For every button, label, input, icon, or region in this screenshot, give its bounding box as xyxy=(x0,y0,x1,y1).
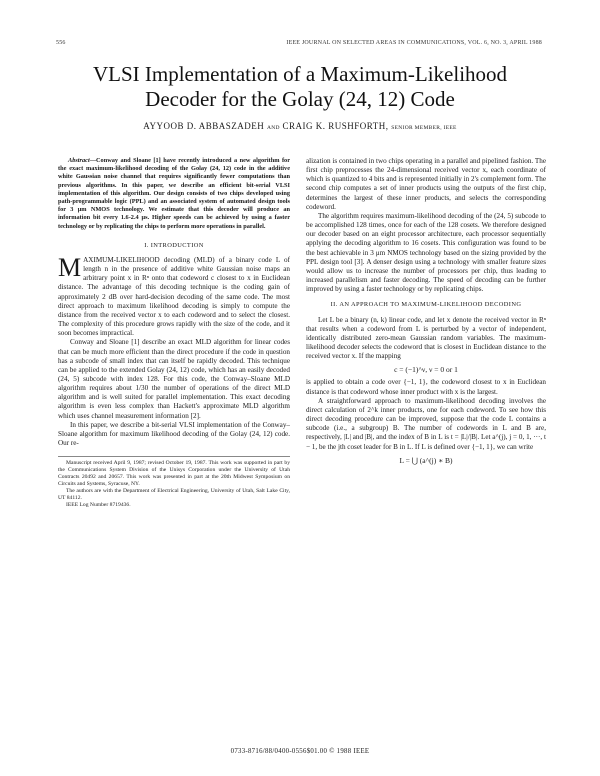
approach-paragraph-3: A straightforward approach to maximum-likelihood decoding involves the direct calculation of 2^k inner products, one for each codeword. To see how this direct decoding procedure can be improved, suppose that the code L contains a subcode (i.e., a subgroup) B. The number of codewords in L and B are, respectively, |L| and |B|, and the index of B in L is t = |L|/|B|. Let a^(j), j = 0, 1, ···, t − 1, be the jth coset leader for B in L. If L is defined over {−1, 1}, we can write xyxy=(306,396,546,451)
title-line-2: Decoder for the Golay (24, 12) Code xyxy=(145,87,455,111)
intro-paragraph-1-text: AXIMUM-LIKELIHOOD decoding (MLD) of a binary code L of length n in the presence of additive white Gaussian noise maps an arbitrary point x in Rⁿ onto that codeword c closest to x in Euclidean distance. The advantage of this decoding technique is the coding gain of approximately 2 dB over hard-decision decoding of the same code. The most direct approach to maximum likelihood decoding is simply to compute the distance from the received vector x to each codeword and to select the closest. The complexity of this procedure grows rapidly with the size of the code, and it soon becomes impractical. xyxy=(58,255,290,338)
section-heading-introduction: I. INTRODUCTION xyxy=(144,241,204,249)
equation-mapping: c = (−1)^ν, ν = 0 or 1 xyxy=(394,365,458,375)
abstract-text: —Conway and Sloane [1] have recently introduced a new algorithm for the exact maximum-likelihood decoding of the Golay (24, 12) code in the additive white Gaussian noise channel that requires significantly fewer computations than previous algorithms. In this paper, we describe an efficient bit-serial VLSI implementation of this algorithm. Our design consists of two chips developed using path-programmable logic (PPL) and an associated system of automated design tools for 3 μm NMOS technology. We estimate that this decoder will produce an information bit every 1.6-2.4 μs. Higher speeds can be achieved by using a faster technology or by replicating the chips to perform more operations in parallel. xyxy=(58,157,290,230)
author-2: CRAIG K. RUSHFORTH, xyxy=(282,121,389,131)
drop-cap: M xyxy=(58,252,82,282)
copyright-footer: 0733-8716/88/0400-0556$01.00 © 1988 IEEE xyxy=(230,748,370,755)
journal-name: IEEE JOURNAL ON SELECTED AREAS IN COMMUNICATIONS, VOL. 6, NO. 3, APRIL 1988 xyxy=(286,40,542,46)
authors xyxy=(40,121,560,131)
section-heading-approach: II. AN APPROACH TO MAXIMUM-LIKELIHOOD DECODING xyxy=(330,301,522,309)
left-column xyxy=(58,157,290,509)
abstract xyxy=(58,157,290,231)
page-number: 556 xyxy=(56,40,66,46)
approach-paragraph-2: is applied to obtain a code over {−1, 1}, the codeword closest to x in Euclidean distance is that codeword whose inner product with x is the largest. xyxy=(306,378,546,396)
footnote xyxy=(58,456,290,509)
author-1: AYYOOB D. ABBASZADEH xyxy=(143,121,265,131)
right-paragraph-2: The algorithm requires maximum-likelihood decoding of the (24, 5) subcode to be accomplished 128 times, once for each of the 128 cosets. We therefore designed our decoder based on an eight processor architecture, each processor sequentially applying the decoding algorithm to 16 cosets. This configuration was found to be the best achievable in 3 μm NMOS technology based on the sizing provided by the PPL design tool [3]. A denser design using a technology with smaller feature sizes would allow us to increase the number of processors per chip, thus leading to increased parallelism and faster decoding. The speed of decoding can be further improved by using a faster technology or by replicating chips. xyxy=(306,211,546,294)
approach-paragraph-1: Let L be a binary (n, k) linear code, and let x denote the received vector in Rⁿ that results when a codeword from L is perturbed by a vector of independent, identically distributed zero-mean Gaussian random variables. The maximum-likelihood decoder selects the codeword that is closest in Euclidean distance to the received vector x. If the mapping xyxy=(306,315,546,361)
footnote-affiliation: The authors are with the Department of Electrical Engineering, University of Utah, Salt Lake City, UT 84112. xyxy=(58,488,290,502)
abstract-label: Abstract xyxy=(68,157,90,164)
equation-coset-union: L = ⋃ (a^(j) ∗ B) xyxy=(399,455,453,465)
intro-paragraph-3: In this paper, we describe a bit-serial VLSI implementation of the Conway–Sloane algorithm for maximum likelihood decoding of the Golay (24, 12) code. Our re- xyxy=(58,420,290,448)
footnote-manuscript: Manuscript received April 9, 1987; revised October 19, 1987. This work was supported in part by the Communications System Division of the Unisys Corporation under the University of Utah Contracts 20492 and 20657. This work was presented in part at the 20th Midwest Symposium on Circuits and Systems, Syracuse, NY. xyxy=(58,460,290,488)
right-column xyxy=(306,157,546,465)
footnote-log-number: IEEE Log Number 8719436. xyxy=(66,502,131,509)
intro-paragraph-2: Conway and Sloane [1] describe an exact MLD algorithm for linear codes that can be much more efficient than the direct procedure if the code in question has a subcode of small index that can itself be rapidly decoded. This technique can be applied to the extended Golay (24, 12) code, which has an easily decoded (24, 5) subcode with index 128. For this code, the Conway–Sloane MLD algorithm requires about 1/30 the number of operations of the direct MLD algorithm and is well suited for parallel implementation. This exact decoding algorithm is even less complex than Hackett's approximate MLD algorithm which uses channel measurement information [2]. xyxy=(58,338,290,420)
paper-title xyxy=(40,62,560,112)
right-paragraph-1: alization is contained in two chips operating in a parallel and pipelined fashion. The first chip preprocesses the 24-dimensional received vector x, each coordinate of which is quantized to 4 bits and is represented initially in 2's complement form. The second chip computes a set of inner products using the outputs of the first chip, determines the largest of these inner products, and selects the corresponding codeword. xyxy=(306,157,546,211)
title-line-1: VLSI Implementation of a Maximum-Likelihood xyxy=(92,62,508,86)
intro-paragraph-1 xyxy=(58,252,290,338)
author-membership: SENIOR MEMBER, IEEE xyxy=(391,125,457,131)
author-conjunction: AND xyxy=(266,125,280,131)
